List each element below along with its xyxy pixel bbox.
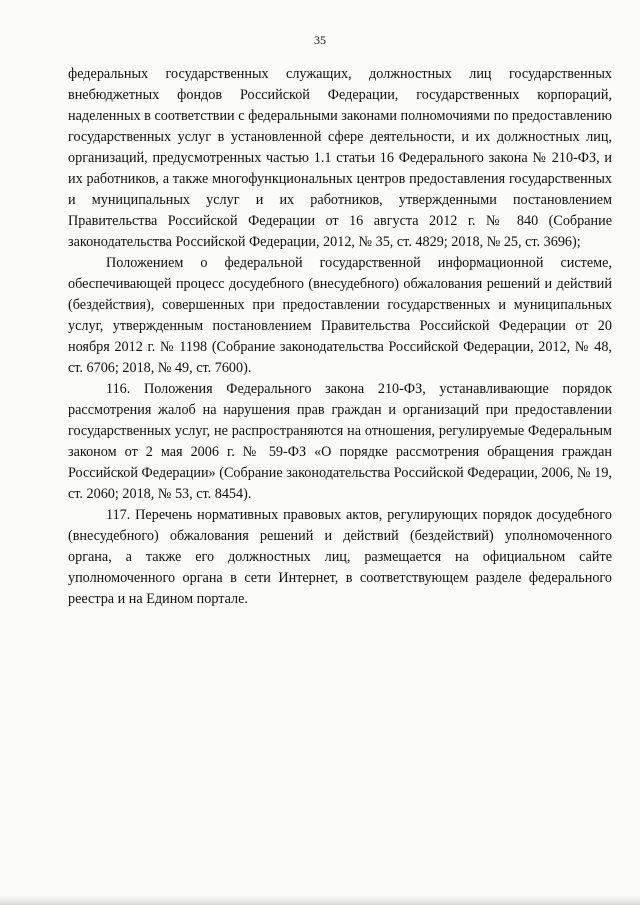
page-number: 35 bbox=[314, 33, 326, 47]
paragraph-continuation: федеральных государственных служащих, должностных лиц государственных внебюджетных фондов Российской Федерации, государственных корпораций, наделенных в соответствии с федеральными законами полномочиями по предоставлению государственных услуг в установленной сфере деятельности, и их должностных лиц, организаций, предусмотренных частью 1.1 статьи 16 Федерального закона № 210-ФЗ, и их работников, а также многофункциональных центров предоставления государственных и муниципальных услуг и их работников, утвержденными постановлением Правительства Российской Федерации от 16 августа 2012 г. № 840 (Собрание законодательства Российской Федерации, 2012, № 35, ст. 4829; 2018, № 25, ст. 3696); bbox=[68, 66, 612, 250]
document-body bbox=[68, 64, 612, 610]
paragraph-regulation-1198: Положением о федеральной государственной информационной системе, обеспечивающей процесс досудебного (внесудебного) обжалования решений и действий (бездействия), совершенных при предоставлении государственных и муниципальных услуг, утвержденным постановлением Правительства Российской Федерации от 20 ноября 2012 г. № 1198 (Собрание законодательства Российской Федерации, 2012, № 48, ст. 6706; 2018, № 49, ст. 7600). bbox=[68, 255, 612, 376]
paragraph-116: 116. Положения Федерального закона 210-ФЗ, устанавливающие порядок рассмотрения жалоб на нарушения прав граждан и организаций при предоставлении государственных услуг, не распространяются на отношения, регулируемые Федеральным законом от 2 мая 2006 г. № 59-ФЗ «О порядке рассмотрения обращения граждан Российской Федерации» (Собрание законодательства Российской Федерации, 2006, № 19, ст. 2060; 2018, № 53, ст. 8454). bbox=[68, 381, 612, 502]
scan-bottom-edge bbox=[0, 895, 640, 905]
paragraph-117: 117. Перечень нормативных правовых актов, регулирующих порядок досудебного (внесудебного) обжалования решений и действий (бездействий) уполномоченного органа, а также его должностных лиц, размещается на официальном сайте уполномоченного органа в сети Интернет, в соответствующем разделе федерального реестра и на Едином портале. bbox=[68, 507, 612, 607]
